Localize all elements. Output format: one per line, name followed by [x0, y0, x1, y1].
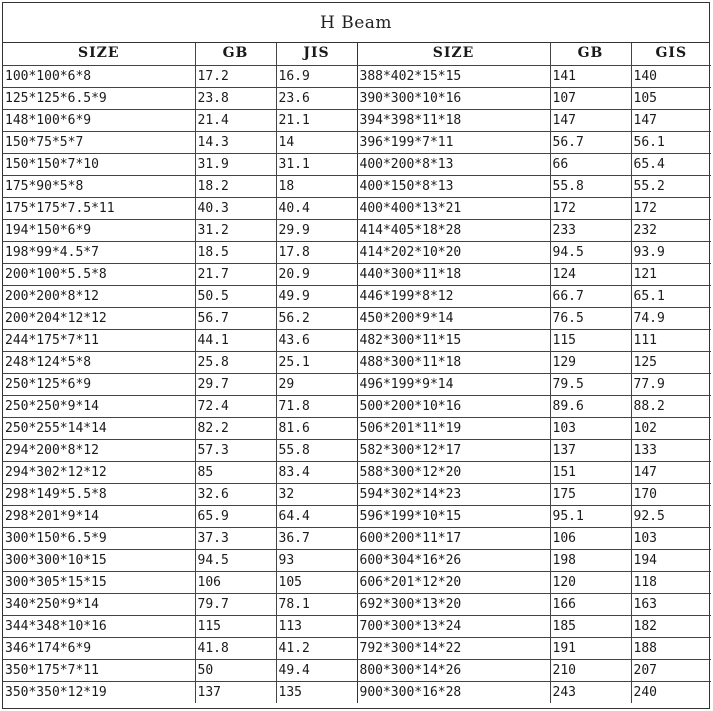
cell-gb-right: 141: [550, 65, 631, 87]
cell-gis-right: 92.5: [631, 505, 711, 527]
cell-gis-right: 88.2: [631, 395, 711, 417]
table-row: [3, 681, 711, 703]
cell-size-right: 600*200*11*17: [357, 527, 550, 549]
table-body: [3, 65, 711, 703]
cell-size-right: 390*300*10*16: [357, 87, 550, 109]
cell-gb-right: 79.5: [550, 373, 631, 395]
cell-size-left: 148*100*6*9: [3, 109, 195, 131]
cell-size-left: 175*175*7.5*11: [3, 197, 195, 219]
cell-jis-left: 20.9: [276, 263, 357, 285]
cell-jis-left: 14: [276, 131, 357, 153]
cell-jis-left: 78.1: [276, 593, 357, 615]
cell-gb-left: 57.3: [195, 439, 276, 461]
cell-gis-right: 140: [631, 65, 711, 87]
cell-jis-left: 43.6: [276, 329, 357, 351]
cell-jis-left: 32: [276, 483, 357, 505]
cell-gis-right: 111: [631, 329, 711, 351]
cell-size-right: 446*199*8*12: [357, 285, 550, 307]
cell-size-left: 175*90*5*8: [3, 175, 195, 197]
cell-gis-right: 102: [631, 417, 711, 439]
cell-gb-right: 243: [550, 681, 631, 703]
cell-jis-left: 49.4: [276, 659, 357, 681]
cell-size-left: 250*250*9*14: [3, 395, 195, 417]
cell-jis-left: 21.1: [276, 109, 357, 131]
cell-gis-right: 172: [631, 197, 711, 219]
cell-gb-left: 50.5: [195, 285, 276, 307]
cell-gb-left: 44.1: [195, 329, 276, 351]
cell-size-right: 400*400*13*21: [357, 197, 550, 219]
cell-gb-left: 37.3: [195, 527, 276, 549]
cell-size-left: 125*125*6.5*9: [3, 87, 195, 109]
table-row: [3, 637, 711, 659]
header-gb-right: GB: [550, 43, 631, 65]
cell-gis-right: 125: [631, 351, 711, 373]
cell-gb-left: 41.8: [195, 637, 276, 659]
table-row: [3, 131, 711, 153]
cell-gis-right: 93.9: [631, 241, 711, 263]
table-row: [3, 329, 711, 351]
cell-size-right: 596*199*10*15: [357, 505, 550, 527]
cell-size-right: 414*202*10*20: [357, 241, 550, 263]
table-row: [3, 439, 711, 461]
cell-gb-left: 85: [195, 461, 276, 483]
cell-size-left: 350*175*7*11: [3, 659, 195, 681]
cell-jis-left: 64.4: [276, 505, 357, 527]
cell-size-right: 588*300*12*20: [357, 461, 550, 483]
cell-size-right: 500*200*10*16: [357, 395, 550, 417]
cell-gis-right: 77.9: [631, 373, 711, 395]
header-gb-left: GB: [195, 43, 276, 65]
cell-gb-left: 94.5: [195, 549, 276, 571]
cell-jis-left: 17.8: [276, 241, 357, 263]
cell-gis-right: 182: [631, 615, 711, 637]
header-gis-right: GIS: [631, 43, 711, 65]
cell-gis-right: 103: [631, 527, 711, 549]
cell-size-right: 388*402*15*15: [357, 65, 550, 87]
cell-gis-right: 133: [631, 439, 711, 461]
cell-gb-right: 115: [550, 329, 631, 351]
cell-gb-left: 32.6: [195, 483, 276, 505]
table-row: [3, 109, 711, 131]
cell-gb-right: 147: [550, 109, 631, 131]
cell-gb-right: 233: [550, 219, 631, 241]
table-row: [3, 395, 711, 417]
cell-size-left: 244*175*7*11: [3, 329, 195, 351]
header-row: [3, 43, 711, 65]
cell-gb-right: 106: [550, 527, 631, 549]
cell-gb-left: 72.4: [195, 395, 276, 417]
table-row: [3, 505, 711, 527]
table-row: [3, 219, 711, 241]
cell-size-left: 198*99*4.5*7: [3, 241, 195, 263]
cell-jis-left: 18: [276, 175, 357, 197]
cell-gb-right: 129: [550, 351, 631, 373]
cell-jis-left: 113: [276, 615, 357, 637]
cell-jis-left: 29: [276, 373, 357, 395]
cell-size-right: 488*300*11*18: [357, 351, 550, 373]
cell-gis-right: 207: [631, 659, 711, 681]
cell-gb-right: 124: [550, 263, 631, 285]
cell-gb-right: 166: [550, 593, 631, 615]
cell-gb-left: 106: [195, 571, 276, 593]
cell-size-right: 440*300*11*18: [357, 263, 550, 285]
cell-size-right: 692*300*13*20: [357, 593, 550, 615]
cell-jis-left: 40.4: [276, 197, 357, 219]
cell-gb-left: 18.2: [195, 175, 276, 197]
cell-gis-right: 56.1: [631, 131, 711, 153]
cell-jis-left: 56.2: [276, 307, 357, 329]
cell-gb-right: 95.1: [550, 505, 631, 527]
cell-gb-left: 115: [195, 615, 276, 637]
cell-size-left: 194*150*6*9: [3, 219, 195, 241]
table-row: [3, 197, 711, 219]
cell-jis-left: 105: [276, 571, 357, 593]
cell-gis-right: 121: [631, 263, 711, 285]
table-row: [3, 571, 711, 593]
cell-gb-left: 56.7: [195, 307, 276, 329]
cell-jis-left: 36.7: [276, 527, 357, 549]
cell-size-left: 300*300*10*15: [3, 549, 195, 571]
cell-size-left: 200*200*8*12: [3, 285, 195, 307]
cell-gb-left: 25.8: [195, 351, 276, 373]
cell-gis-right: 74.9: [631, 307, 711, 329]
cell-gb-left: 29.7: [195, 373, 276, 395]
table-row: [3, 373, 711, 395]
cell-gb-left: 50: [195, 659, 276, 681]
cell-size-right: 394*398*11*18: [357, 109, 550, 131]
cell-size-right: 400*150*8*13: [357, 175, 550, 197]
cell-gb-right: 107: [550, 87, 631, 109]
cell-gb-left: 18.5: [195, 241, 276, 263]
h-beam-table-sheet: [2, 2, 710, 709]
cell-gis-right: 147: [631, 461, 711, 483]
cell-gb-right: 66.7: [550, 285, 631, 307]
cell-size-left: 150*150*7*10: [3, 153, 195, 175]
cell-size-left: 298*149*5.5*8: [3, 483, 195, 505]
cell-size-right: 606*201*12*20: [357, 571, 550, 593]
cell-size-left: 294*302*12*12: [3, 461, 195, 483]
cell-size-right: 396*199*7*11: [357, 131, 550, 153]
cell-gb-left: 79.7: [195, 593, 276, 615]
cell-gis-right: 118: [631, 571, 711, 593]
cell-size-left: 294*200*8*12: [3, 439, 195, 461]
table-row: [3, 527, 711, 549]
cell-jis-left: 41.2: [276, 637, 357, 659]
cell-size-right: 792*300*14*22: [357, 637, 550, 659]
header-size-right: SIZE: [357, 43, 550, 65]
cell-size-left: 200*100*5.5*8: [3, 263, 195, 285]
cell-size-right: 496*199*9*14: [357, 373, 550, 395]
cell-gb-right: 185: [550, 615, 631, 637]
cell-size-right: 506*201*11*19: [357, 417, 550, 439]
cell-gb-left: 23.8: [195, 87, 276, 109]
table-row: [3, 153, 711, 175]
cell-jis-left: 81.6: [276, 417, 357, 439]
cell-size-left: 150*75*5*7: [3, 131, 195, 153]
table-title: H Beam: [3, 3, 709, 43]
cell-size-right: 800*300*14*26: [357, 659, 550, 681]
table-row: [3, 483, 711, 505]
cell-size-left: 300*150*6.5*9: [3, 527, 195, 549]
cell-gb-right: 103: [550, 417, 631, 439]
table-row: [3, 87, 711, 109]
cell-jis-left: 55.8: [276, 439, 357, 461]
cell-gb-left: 31.9: [195, 153, 276, 175]
cell-gb-left: 31.2: [195, 219, 276, 241]
cell-gb-left: 21.7: [195, 263, 276, 285]
cell-jis-left: 25.1: [276, 351, 357, 373]
table-row: [3, 461, 711, 483]
cell-size-right: 450*200*9*14: [357, 307, 550, 329]
cell-gis-right: 188: [631, 637, 711, 659]
cell-gb-right: 76.5: [550, 307, 631, 329]
cell-gb-right: 137: [550, 439, 631, 461]
cell-gb-left: 14.3: [195, 131, 276, 153]
table-row: [3, 241, 711, 263]
cell-gis-right: 105: [631, 87, 711, 109]
table-row: [3, 263, 711, 285]
cell-size-left: 344*348*10*16: [3, 615, 195, 637]
cell-gis-right: 147: [631, 109, 711, 131]
table-row: [3, 549, 711, 571]
cell-size-right: 400*200*8*13: [357, 153, 550, 175]
cell-jis-left: 93: [276, 549, 357, 571]
cell-size-left: 350*350*12*19: [3, 681, 195, 703]
cell-gb-right: 198: [550, 549, 631, 571]
cell-gb-left: 40.3: [195, 197, 276, 219]
cell-gis-right: 170: [631, 483, 711, 505]
cell-gb-left: 21.4: [195, 109, 276, 131]
cell-size-right: 482*300*11*15: [357, 329, 550, 351]
table-row: [3, 307, 711, 329]
cell-jis-left: 29.9: [276, 219, 357, 241]
cell-size-left: 250*125*6*9: [3, 373, 195, 395]
cell-size-left: 250*255*14*14: [3, 417, 195, 439]
table-row: [3, 351, 711, 373]
cell-size-left: 300*305*15*15: [3, 571, 195, 593]
cell-size-left: 340*250*9*14: [3, 593, 195, 615]
cell-size-right: 414*405*18*28: [357, 219, 550, 241]
table-row: [3, 615, 711, 637]
cell-size-right: 594*302*14*23: [357, 483, 550, 505]
cell-gis-right: 55.2: [631, 175, 711, 197]
cell-jis-left: 31.1: [276, 153, 357, 175]
cell-size-left: 298*201*9*14: [3, 505, 195, 527]
cell-gis-right: 232: [631, 219, 711, 241]
cell-gis-right: 240: [631, 681, 711, 703]
cell-gb-right: 175: [550, 483, 631, 505]
table-row: [3, 659, 711, 681]
cell-jis-left: 71.8: [276, 395, 357, 417]
cell-gis-right: 65.1: [631, 285, 711, 307]
table-row: [3, 417, 711, 439]
cell-size-right: 700*300*13*24: [357, 615, 550, 637]
cell-size-left: 100*100*6*8: [3, 65, 195, 87]
cell-gb-right: 56.7: [550, 131, 631, 153]
h-beam-weight-table: [3, 43, 711, 703]
table-row: [3, 175, 711, 197]
cell-gis-right: 65.4: [631, 153, 711, 175]
cell-size-left: 346*174*6*9: [3, 637, 195, 659]
cell-gis-right: 163: [631, 593, 711, 615]
cell-jis-left: 49.9: [276, 285, 357, 307]
cell-size-right: 900*300*16*28: [357, 681, 550, 703]
cell-gb-right: 172: [550, 197, 631, 219]
cell-gb-right: 210: [550, 659, 631, 681]
cell-gb-left: 82.2: [195, 417, 276, 439]
cell-gb-left: 65.9: [195, 505, 276, 527]
cell-gb-left: 137: [195, 681, 276, 703]
cell-gb-right: 120: [550, 571, 631, 593]
cell-size-left: 248*124*5*8: [3, 351, 195, 373]
cell-size-right: 600*304*16*26: [357, 549, 550, 571]
cell-gb-right: 151: [550, 461, 631, 483]
table-row: [3, 285, 711, 307]
cell-gb-left: 17.2: [195, 65, 276, 87]
cell-jis-left: 23.6: [276, 87, 357, 109]
cell-jis-left: 135: [276, 681, 357, 703]
cell-gb-right: 191: [550, 637, 631, 659]
cell-size-left: 200*204*12*12: [3, 307, 195, 329]
table-row: [3, 593, 711, 615]
cell-gb-right: 66: [550, 153, 631, 175]
cell-size-right: 582*300*12*17: [357, 439, 550, 461]
table-row: [3, 65, 711, 87]
cell-gis-right: 194: [631, 549, 711, 571]
cell-jis-left: 83.4: [276, 461, 357, 483]
cell-gb-right: 89.6: [550, 395, 631, 417]
header-jis-left: JIS: [276, 43, 357, 65]
cell-gb-right: 94.5: [550, 241, 631, 263]
header-size-left: SIZE: [3, 43, 195, 65]
cell-jis-left: 16.9: [276, 65, 357, 87]
cell-gb-right: 55.8: [550, 175, 631, 197]
